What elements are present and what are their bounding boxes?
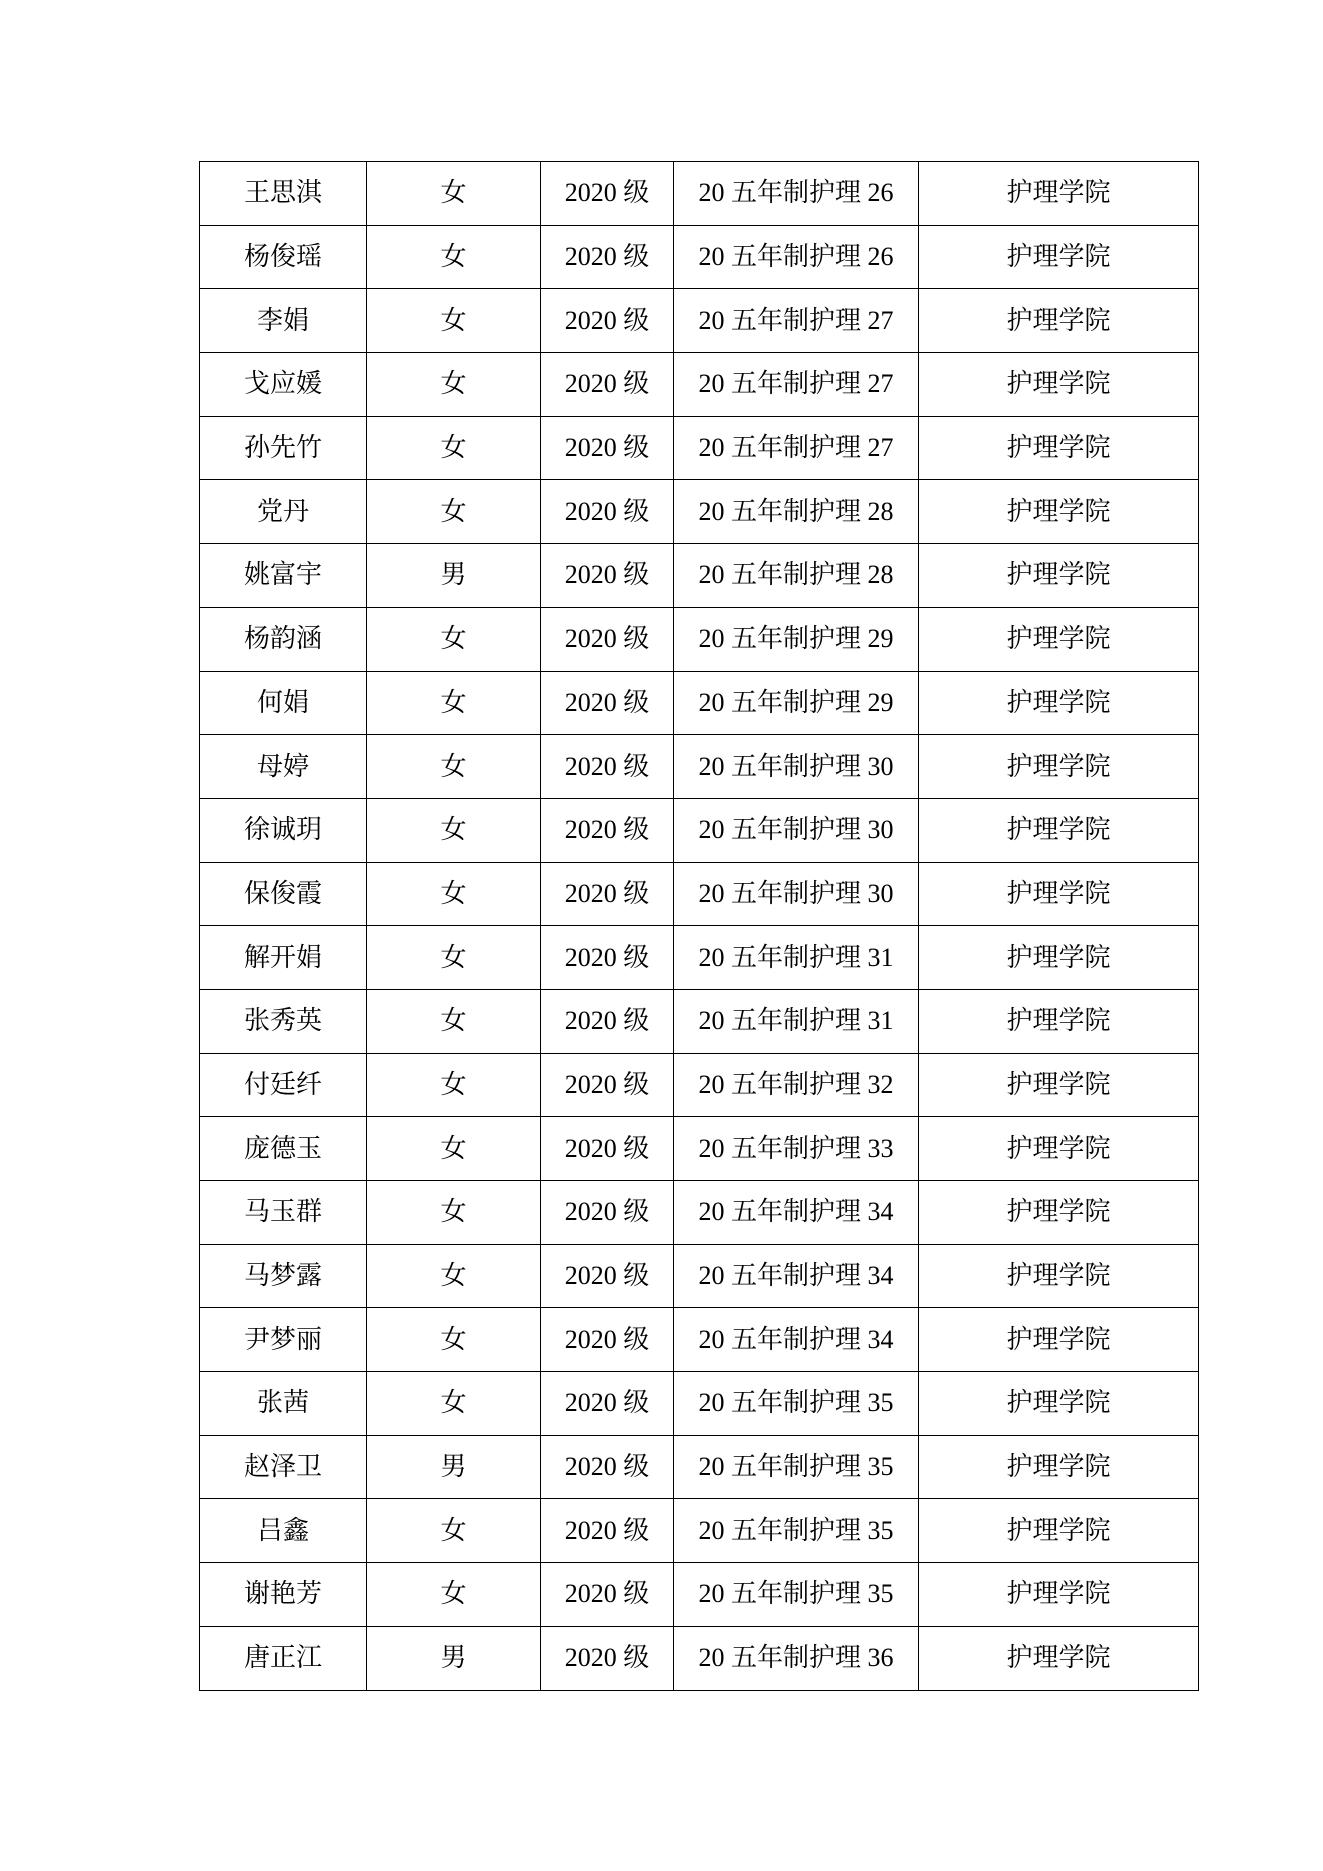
grade-cell: 2020 级 <box>541 862 674 926</box>
grade-cell: 2020 级 <box>541 1563 674 1627</box>
gender-cell: 女 <box>367 1053 541 1117</box>
student-name-cell: 吕鑫 <box>200 1499 367 1563</box>
gender-cell: 女 <box>367 735 541 799</box>
college-cell: 护理学院 <box>919 862 1199 926</box>
student-name-cell: 李娟 <box>200 289 367 353</box>
gender-cell: 女 <box>367 289 541 353</box>
class-cell: 20 五年制护理 26 <box>674 225 919 289</box>
college-cell: 护理学院 <box>919 480 1199 544</box>
college-cell: 护理学院 <box>919 416 1199 480</box>
table-row <box>200 416 1199 480</box>
college-cell: 护理学院 <box>919 1626 1199 1690</box>
college-cell: 护理学院 <box>919 1181 1199 1245</box>
grade-cell: 2020 级 <box>541 1308 674 1372</box>
grade-cell: 2020 级 <box>541 671 674 735</box>
table-row <box>200 289 1199 353</box>
table-row <box>200 1181 1199 1245</box>
gender-cell: 女 <box>367 1499 541 1563</box>
class-cell: 20 五年制护理 35 <box>674 1499 919 1563</box>
grade-cell: 2020 级 <box>541 1117 674 1181</box>
college-cell: 护理学院 <box>919 289 1199 353</box>
grade-cell: 2020 级 <box>541 926 674 990</box>
class-cell: 20 五年制护理 27 <box>674 353 919 417</box>
student-roster-table <box>199 161 1199 1691</box>
student-name-cell: 马玉群 <box>200 1181 367 1245</box>
college-cell: 护理学院 <box>919 353 1199 417</box>
class-cell: 20 五年制护理 34 <box>674 1308 919 1372</box>
table-row <box>200 353 1199 417</box>
class-cell: 20 五年制护理 27 <box>674 289 919 353</box>
table-row <box>200 1244 1199 1308</box>
grade-cell: 2020 级 <box>541 1244 674 1308</box>
grade-cell: 2020 级 <box>541 989 674 1053</box>
table-row <box>200 671 1199 735</box>
grade-cell: 2020 级 <box>541 162 674 226</box>
student-name-cell: 庞德玉 <box>200 1117 367 1181</box>
grade-cell: 2020 级 <box>541 1181 674 1245</box>
student-name-cell: 保俊霞 <box>200 862 367 926</box>
gender-cell: 女 <box>367 989 541 1053</box>
roster-table-body <box>200 162 1199 1691</box>
class-cell: 20 五年制护理 26 <box>674 162 919 226</box>
grade-cell: 2020 级 <box>541 1626 674 1690</box>
college-cell: 护理学院 <box>919 1435 1199 1499</box>
grade-cell: 2020 级 <box>541 480 674 544</box>
student-name-cell: 母婷 <box>200 735 367 799</box>
table-row <box>200 1053 1199 1117</box>
college-cell: 护理学院 <box>919 1563 1199 1627</box>
table-row <box>200 1563 1199 1627</box>
class-cell: 20 五年制护理 30 <box>674 735 919 799</box>
gender-cell: 女 <box>367 1244 541 1308</box>
student-name-cell: 付廷纤 <box>200 1053 367 1117</box>
class-cell: 20 五年制护理 31 <box>674 989 919 1053</box>
table-row <box>200 1626 1199 1690</box>
gender-cell: 女 <box>367 416 541 480</box>
student-name-cell: 戈应媛 <box>200 353 367 417</box>
grade-cell: 2020 级 <box>541 289 674 353</box>
grade-cell: 2020 级 <box>541 1372 674 1436</box>
grade-cell: 2020 级 <box>541 353 674 417</box>
college-cell: 护理学院 <box>919 735 1199 799</box>
class-cell: 20 五年制护理 27 <box>674 416 919 480</box>
college-cell: 护理学院 <box>919 607 1199 671</box>
table-row <box>200 607 1199 671</box>
table-row <box>200 544 1199 608</box>
student-name-cell: 张茜 <box>200 1372 367 1436</box>
table-row <box>200 1117 1199 1181</box>
table-row <box>200 798 1199 862</box>
student-name-cell: 党丹 <box>200 480 367 544</box>
gender-cell: 男 <box>367 544 541 608</box>
grade-cell: 2020 级 <box>541 798 674 862</box>
table-row <box>200 162 1199 226</box>
table-row <box>200 480 1199 544</box>
college-cell: 护理学院 <box>919 926 1199 990</box>
gender-cell: 男 <box>367 1435 541 1499</box>
college-cell: 护理学院 <box>919 1244 1199 1308</box>
college-cell: 护理学院 <box>919 1053 1199 1117</box>
student-name-cell: 徐诚玥 <box>200 798 367 862</box>
college-cell: 护理学院 <box>919 671 1199 735</box>
gender-cell: 女 <box>367 862 541 926</box>
college-cell: 护理学院 <box>919 1499 1199 1563</box>
grade-cell: 2020 级 <box>541 1435 674 1499</box>
student-name-cell: 马梦露 <box>200 1244 367 1308</box>
gender-cell: 女 <box>367 671 541 735</box>
gender-cell: 女 <box>367 480 541 544</box>
gender-cell: 女 <box>367 798 541 862</box>
gender-cell: 女 <box>367 1117 541 1181</box>
table-row <box>200 225 1199 289</box>
table-row <box>200 989 1199 1053</box>
gender-cell: 女 <box>367 225 541 289</box>
gender-cell: 女 <box>367 1181 541 1245</box>
gender-cell: 女 <box>367 926 541 990</box>
student-name-cell: 张秀英 <box>200 989 367 1053</box>
student-name-cell: 尹梦丽 <box>200 1308 367 1372</box>
gender-cell: 男 <box>367 1626 541 1690</box>
gender-cell: 女 <box>367 353 541 417</box>
gender-cell: 女 <box>367 607 541 671</box>
class-cell: 20 五年制护理 28 <box>674 544 919 608</box>
college-cell: 护理学院 <box>919 544 1199 608</box>
grade-cell: 2020 级 <box>541 607 674 671</box>
student-name-cell: 孙先竹 <box>200 416 367 480</box>
class-cell: 20 五年制护理 31 <box>674 926 919 990</box>
grade-cell: 2020 级 <box>541 225 674 289</box>
gender-cell: 女 <box>367 1372 541 1436</box>
college-cell: 护理学院 <box>919 798 1199 862</box>
student-name-cell: 王思淇 <box>200 162 367 226</box>
grade-cell: 2020 级 <box>541 416 674 480</box>
class-cell: 20 五年制护理 35 <box>674 1435 919 1499</box>
student-name-cell: 杨俊瑶 <box>200 225 367 289</box>
table-row <box>200 1435 1199 1499</box>
student-name-cell: 解开娟 <box>200 926 367 990</box>
grade-cell: 2020 级 <box>541 544 674 608</box>
college-cell: 护理学院 <box>919 989 1199 1053</box>
grade-cell: 2020 级 <box>541 1499 674 1563</box>
class-cell: 20 五年制护理 34 <box>674 1181 919 1245</box>
table-row <box>200 862 1199 926</box>
class-cell: 20 五年制护理 35 <box>674 1372 919 1436</box>
college-cell: 护理学院 <box>919 1372 1199 1436</box>
student-name-cell: 赵泽卫 <box>200 1435 367 1499</box>
class-cell: 20 五年制护理 36 <box>674 1626 919 1690</box>
class-cell: 20 五年制护理 30 <box>674 862 919 926</box>
gender-cell: 女 <box>367 1563 541 1627</box>
table-row <box>200 926 1199 990</box>
college-cell: 护理学院 <box>919 162 1199 226</box>
class-cell: 20 五年制护理 29 <box>674 607 919 671</box>
college-cell: 护理学院 <box>919 225 1199 289</box>
gender-cell: 女 <box>367 162 541 226</box>
class-cell: 20 五年制护理 30 <box>674 798 919 862</box>
table-row <box>200 1308 1199 1372</box>
college-cell: 护理学院 <box>919 1308 1199 1372</box>
table-row <box>200 1372 1199 1436</box>
table-row <box>200 1499 1199 1563</box>
grade-cell: 2020 级 <box>541 1053 674 1117</box>
class-cell: 20 五年制护理 35 <box>674 1563 919 1627</box>
class-cell: 20 五年制护理 28 <box>674 480 919 544</box>
class-cell: 20 五年制护理 34 <box>674 1244 919 1308</box>
grade-cell: 2020 级 <box>541 735 674 799</box>
class-cell: 20 五年制护理 33 <box>674 1117 919 1181</box>
student-name-cell: 谢艳芳 <box>200 1563 367 1627</box>
student-name-cell: 何娟 <box>200 671 367 735</box>
college-cell: 护理学院 <box>919 1117 1199 1181</box>
table-row <box>200 735 1199 799</box>
class-cell: 20 五年制护理 32 <box>674 1053 919 1117</box>
student-name-cell: 杨韵涵 <box>200 607 367 671</box>
gender-cell: 女 <box>367 1308 541 1372</box>
student-name-cell: 唐正江 <box>200 1626 367 1690</box>
student-name-cell: 姚富宇 <box>200 544 367 608</box>
class-cell: 20 五年制护理 29 <box>674 671 919 735</box>
